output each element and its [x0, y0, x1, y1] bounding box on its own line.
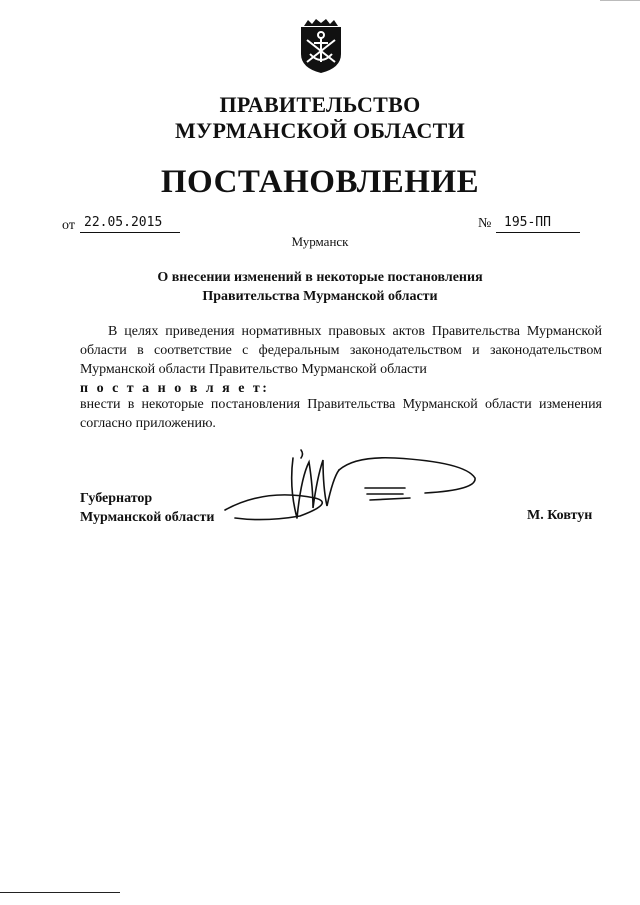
org-name-line1: ПРАВИТЕЛЬСТВО [219, 92, 421, 117]
position-line2: Мурманской области [80, 510, 215, 525]
handwritten-signature-icon [205, 448, 505, 528]
coat-of-arms-icon [298, 18, 344, 74]
preamble-paragraph: В целях приведения нормативных правовых актов Правительства Мурманской области в соответствие с федеральным законодательством и законодательством Мурманской области Правительство Мурманской области [80, 324, 602, 377]
scan-corner-mark [600, 0, 640, 1]
position-line1: Губернатор [80, 491, 153, 506]
decision-paragraph: внести в некоторые постановления Правительства Мурманской области изменения согласно приложению. [80, 397, 602, 431]
signatory-name: М. Ковтун [527, 508, 593, 523]
city-name: Мурманск [291, 234, 349, 249]
document-number: 195-ПП [496, 214, 580, 233]
document-title-line1: О внесении изменений в некоторые постановления [157, 270, 483, 285]
footer-divider [0, 892, 120, 893]
org-name-line2: МУРМАНСКОЙ ОБЛАСТИ [174, 118, 466, 143]
date-label: от [62, 218, 75, 233]
number-label: № [478, 216, 492, 231]
document-title-line2: Правительства Мурманской области [202, 289, 438, 304]
decree-word: п о с т а н о в л я е т: [80, 381, 270, 396]
document-date: 22.05.2015 [80, 214, 180, 233]
document-type-heading: ПОСТАНОВЛЕНИЕ [160, 164, 480, 200]
signatory-position [80, 489, 214, 527]
